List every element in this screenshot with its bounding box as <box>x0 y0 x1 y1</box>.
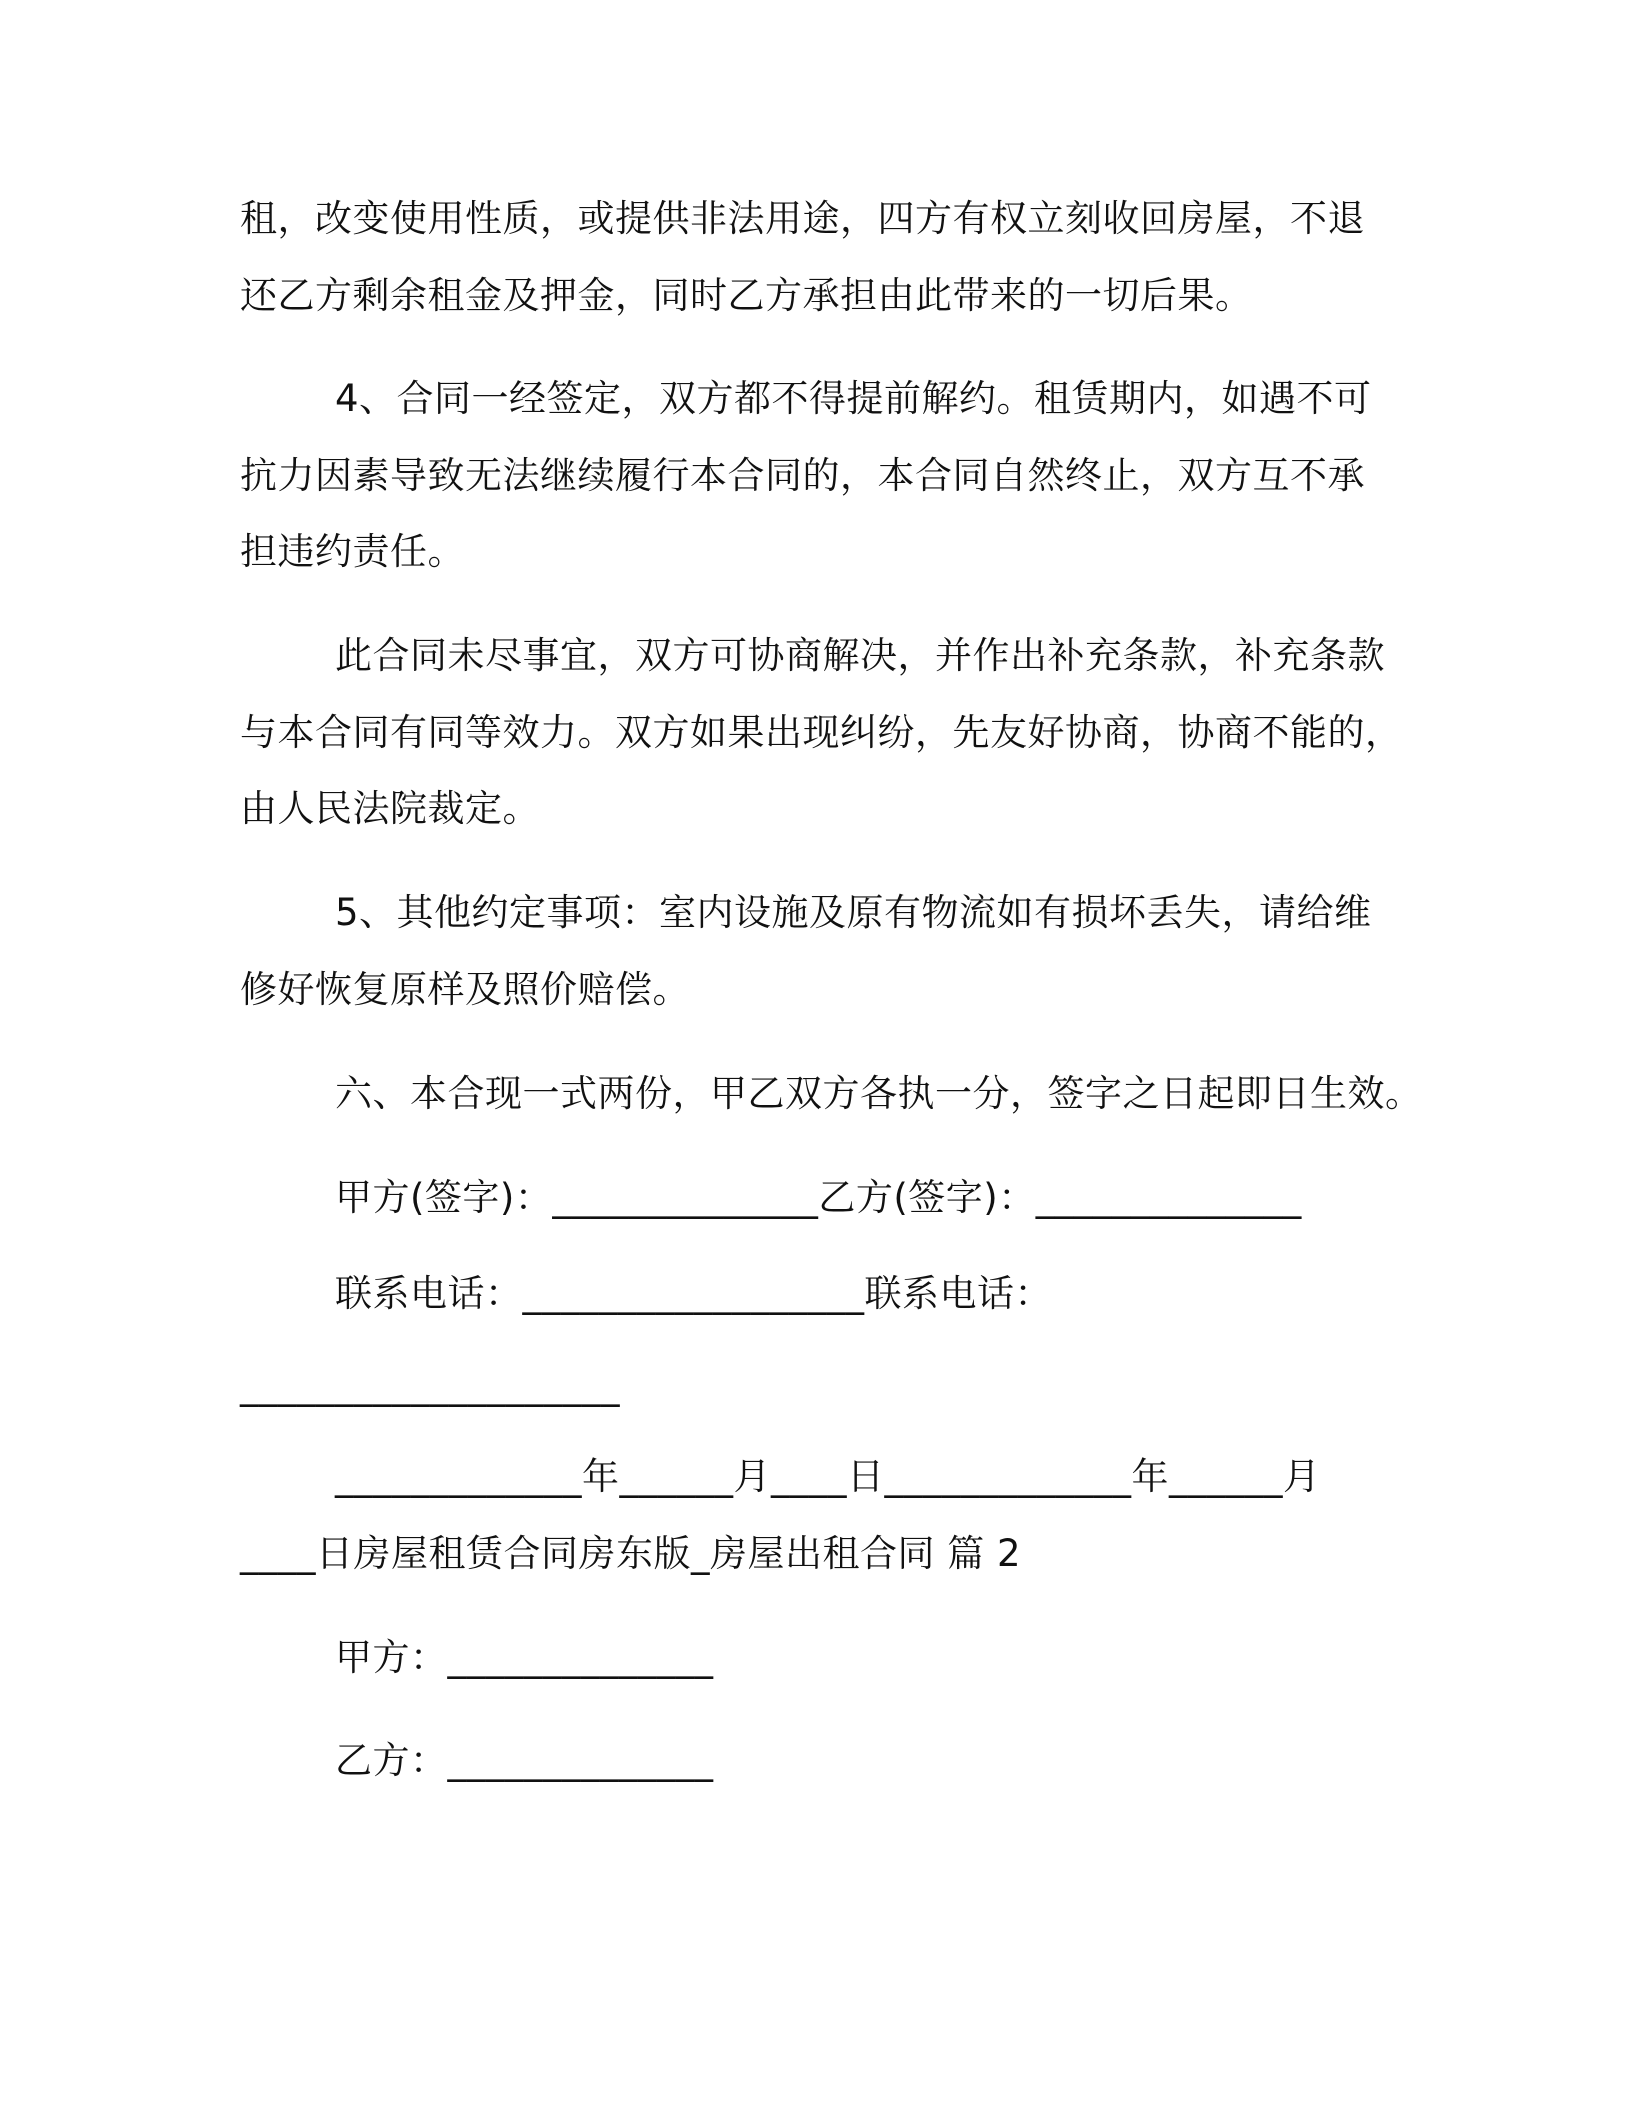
clause-5-line: 修好恢复原样及照价赔偿。 <box>240 968 690 1011</box>
clause-4-line: 4、合同一经签定，双方都不得提前解约。租赁期内，如遇不可 <box>335 377 1372 420</box>
date-line: _____________年______月____日_____________年______月 <box>335 1455 1321 1498</box>
paragraph-line: 还乙方剩余租金及押金，同时乙方承担由此带来的一切后果。 <box>240 274 1253 317</box>
supplement-line: 此合同未尽事宜，双方可协商解决，并作出补充条款，补充条款 <box>335 634 1385 677</box>
section-title-line: ____日房屋租赁合同房东版_房屋出租合同 篇 2 <box>240 1532 1022 1575</box>
clause-4-line: 抗力因素导致无法继续履行本合同的，本合同自然终止，双方互不承 <box>240 454 1365 497</box>
phone-line: 联系电话：__________________联系电话： <box>335 1272 1052 1315</box>
clause-4-line: 担违约责任。 <box>240 530 465 573</box>
party-b-line: 乙方：______________ <box>335 1739 714 1782</box>
clause-5-line: 5、其他约定事项：室内设施及原有物流如有损坏丢失，请给维 <box>335 891 1372 934</box>
supplement-line: 由人民法院裁定。 <box>240 787 540 830</box>
supplement-line: 与本合同有同等效力。双方如果出现纠纷，先友好协商，协商不能的， <box>240 711 1403 754</box>
clause-6-line: 六、本合现一式两份，甲乙双方各执一分，签字之日起即日生效。 <box>335 1072 1423 1115</box>
signature-line: 甲方(签字)：______________乙方(签字)：______________ <box>335 1176 1302 1219</box>
phone-blank-line: ____________________ <box>240 1364 620 1407</box>
paragraph-line: 租，改变使用性质，或提供非法用途，四方有权立刻收回房屋，不退 <box>240 197 1365 240</box>
party-a-line: 甲方：______________ <box>335 1636 714 1679</box>
